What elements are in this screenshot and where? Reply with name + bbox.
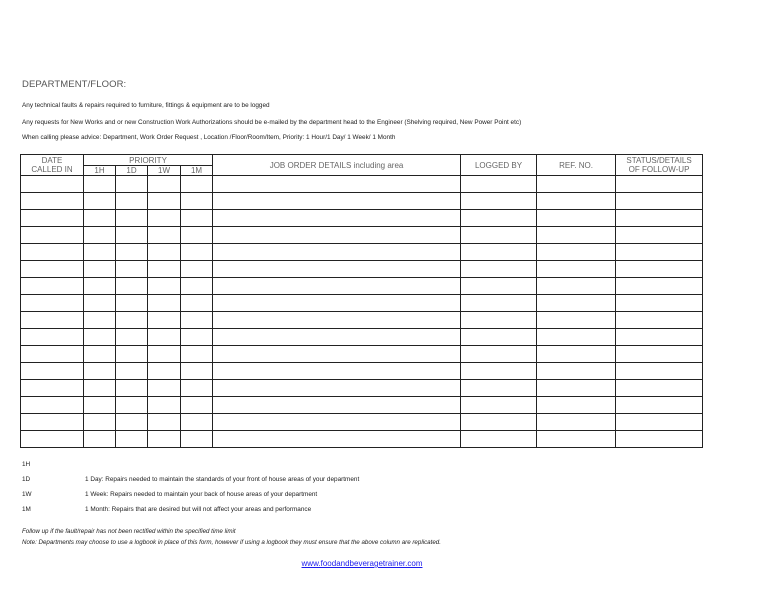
logged-by-cell[interactable]	[461, 380, 537, 397]
instruction-calling-advice: When calling please advice: Department, Work Order Request , Location /Floor/Room/Item, Priority: 1 Hour/1 Day/ 1 Week/ 1 Month	[22, 134, 396, 141]
priority-1d-cell[interactable]	[116, 414, 148, 431]
ref-no-cell[interactable]	[537, 176, 616, 193]
priority-1w-cell[interactable]	[148, 278, 181, 295]
priority-1d-cell[interactable]	[116, 346, 148, 363]
priority-1h-cell[interactable]	[84, 210, 116, 227]
table-row	[21, 176, 703, 193]
ref-no-cell[interactable]	[537, 397, 616, 414]
priority-1h-cell[interactable]	[84, 380, 116, 397]
priority-1d-header: 1D	[116, 166, 148, 176]
job-order-cell[interactable]	[213, 244, 461, 261]
priority-1h-header: 1H	[84, 166, 116, 176]
priority-1w-cell[interactable]	[148, 363, 181, 380]
table-row	[21, 193, 703, 210]
log-table-body	[21, 176, 703, 448]
priority-1h-cell[interactable]	[84, 397, 116, 414]
priority-1h-cell[interactable]	[84, 278, 116, 295]
date-cell[interactable]	[21, 295, 84, 312]
priority-1w-cell[interactable]	[148, 227, 181, 244]
priority-1w-cell[interactable]	[148, 193, 181, 210]
table-row	[21, 295, 703, 312]
date-cell[interactable]	[21, 414, 84, 431]
priority-1w-cell[interactable]	[148, 312, 181, 329]
status-cell[interactable]	[616, 312, 703, 329]
priority-1d-cell[interactable]	[116, 210, 148, 227]
ref-no-cell[interactable]	[537, 295, 616, 312]
logged-by-cell[interactable]	[461, 346, 537, 363]
priority-1m-cell[interactable]	[181, 244, 213, 261]
instruction-new-works: Any requests for New Works and or new Construction Work Authorizations should be e-mailed by the department head to the Engineer (Shelving required, New Power Point etc)	[22, 119, 522, 126]
priority-1d-cell[interactable]	[116, 278, 148, 295]
status-cell[interactable]	[616, 210, 703, 227]
priority-1m-cell[interactable]	[181, 329, 213, 346]
priority-1w-cell[interactable]	[148, 380, 181, 397]
status-cell[interactable]	[616, 261, 703, 278]
job-order-cell[interactable]	[213, 346, 461, 363]
ref-no-cell[interactable]	[537, 227, 616, 244]
status-header-line1: STATUS/DETAILS	[626, 156, 692, 165]
instruction-logging: Any technical faults & repairs required to furniture, fittings & equipment are to be logged	[22, 102, 270, 109]
table-row	[21, 380, 703, 397]
priority-1w-header: 1W	[148, 166, 181, 176]
priority-1h-cell[interactable]	[84, 346, 116, 363]
legend-code-1h: 1H	[22, 461, 31, 468]
ref-no-cell[interactable]	[537, 329, 616, 346]
priority-1d-cell[interactable]	[116, 312, 148, 329]
priority-1d-cell[interactable]	[116, 329, 148, 346]
priority-header: PRIORITY	[84, 155, 213, 166]
ref-no-cell[interactable]	[537, 414, 616, 431]
priority-1h-cell[interactable]	[84, 244, 116, 261]
status-cell[interactable]	[616, 295, 703, 312]
priority-1w-cell[interactable]	[148, 346, 181, 363]
ref-no-header: REF. NO.	[537, 155, 616, 176]
date-cell[interactable]	[21, 244, 84, 261]
department-floor-label: DEPARTMENT/FLOOR:	[22, 79, 127, 90]
status-cell[interactable]	[616, 346, 703, 363]
priority-1m-cell[interactable]	[181, 261, 213, 278]
priority-1h-cell[interactable]	[84, 312, 116, 329]
table-row	[21, 329, 703, 346]
website-link[interactable]: www.foodandbeveragetrainer.com	[301, 559, 423, 568]
status-cell[interactable]	[616, 193, 703, 210]
job-order-cell[interactable]	[213, 397, 461, 414]
job-order-cell[interactable]	[213, 278, 461, 295]
date-cell[interactable]	[21, 363, 84, 380]
logged-by-cell[interactable]	[461, 227, 537, 244]
ref-no-cell[interactable]	[537, 210, 616, 227]
priority-1d-cell[interactable]	[116, 295, 148, 312]
table-row	[21, 312, 703, 329]
priority-1m-cell[interactable]	[181, 312, 213, 329]
priority-1h-cell[interactable]	[84, 431, 116, 448]
table-row	[21, 210, 703, 227]
priority-1m-cell[interactable]	[181, 227, 213, 244]
date-header-line2: CALLED IN	[31, 165, 73, 174]
logged-by-cell[interactable]	[461, 193, 537, 210]
priority-1h-cell[interactable]	[84, 193, 116, 210]
logged-by-cell[interactable]	[461, 295, 537, 312]
job-order-cell[interactable]	[213, 380, 461, 397]
job-order-cell[interactable]	[213, 329, 461, 346]
ref-no-cell[interactable]	[537, 261, 616, 278]
priority-1h-cell[interactable]	[84, 295, 116, 312]
priority-1d-cell[interactable]	[116, 244, 148, 261]
table-row	[21, 414, 703, 431]
priority-1w-cell[interactable]	[148, 414, 181, 431]
status-header-line2: OF FOLLOW-UP	[628, 165, 690, 174]
status-cell[interactable]	[616, 397, 703, 414]
ref-no-cell[interactable]	[537, 278, 616, 295]
priority-1w-cell[interactable]	[148, 295, 181, 312]
logged-by-cell[interactable]	[461, 363, 537, 380]
priority-1d-cell[interactable]	[116, 363, 148, 380]
logged-by-cell[interactable]	[461, 431, 537, 448]
table-row	[21, 227, 703, 244]
job-order-cell[interactable]	[213, 414, 461, 431]
priority-1w-cell[interactable]	[148, 244, 181, 261]
ref-no-cell[interactable]	[537, 431, 616, 448]
priority-1h-cell[interactable]	[84, 329, 116, 346]
ref-no-cell[interactable]	[537, 363, 616, 380]
logged-by-cell[interactable]	[461, 397, 537, 414]
logged-by-cell[interactable]	[461, 329, 537, 346]
status-cell[interactable]	[616, 380, 703, 397]
priority-1d-cell[interactable]	[116, 193, 148, 210]
priority-1d-cell[interactable]	[116, 261, 148, 278]
ref-no-cell[interactable]	[537, 380, 616, 397]
table-row	[21, 397, 703, 414]
legend-code-1m: 1M	[22, 506, 31, 513]
job-order-cell[interactable]	[213, 227, 461, 244]
priority-1m-cell[interactable]	[181, 414, 213, 431]
priority-1w-cell[interactable]	[148, 176, 181, 193]
priority-1h-cell[interactable]	[84, 363, 116, 380]
ref-no-cell[interactable]	[537, 346, 616, 363]
priority-1w-cell[interactable]	[148, 261, 181, 278]
priority-1h-cell[interactable]	[84, 261, 116, 278]
priority-1m-cell[interactable]	[181, 176, 213, 193]
priority-1m-cell[interactable]	[181, 278, 213, 295]
date-cell[interactable]	[21, 380, 84, 397]
job-order-cell[interactable]	[213, 295, 461, 312]
priority-1m-cell[interactable]	[181, 431, 213, 448]
ref-no-cell[interactable]	[537, 244, 616, 261]
date-header-line1: DATE	[41, 156, 63, 165]
priority-1m-cell[interactable]	[181, 193, 213, 210]
priority-1w-cell[interactable]	[148, 329, 181, 346]
priority-1d-cell[interactable]	[116, 227, 148, 244]
date-cell[interactable]	[21, 397, 84, 414]
logged-by-cell[interactable]	[461, 210, 537, 227]
table-row	[21, 431, 703, 448]
job-order-cell[interactable]	[213, 261, 461, 278]
date-cell[interactable]	[21, 261, 84, 278]
date-cell[interactable]	[21, 312, 84, 329]
legend-code-1d: 1D	[22, 476, 31, 483]
logged-by-cell[interactable]	[461, 176, 537, 193]
priority-1m-header: 1M	[181, 166, 213, 176]
priority-1d-cell[interactable]	[116, 380, 148, 397]
date-called-in-header	[21, 155, 84, 176]
table-row	[21, 363, 703, 380]
status-cell[interactable]	[616, 278, 703, 295]
logged-by-header: LOGGED BY	[461, 155, 537, 176]
status-cell[interactable]	[616, 176, 703, 193]
job-order-cell[interactable]	[213, 363, 461, 380]
table-row	[21, 261, 703, 278]
status-cell[interactable]	[616, 431, 703, 448]
priority-1h-cell[interactable]	[84, 227, 116, 244]
logged-by-cell[interactable]	[461, 312, 537, 329]
priority-1h-cell[interactable]	[84, 176, 116, 193]
priority-1m-cell[interactable]	[181, 210, 213, 227]
ref-no-cell[interactable]	[537, 193, 616, 210]
legend-desc-1w: 1 Week: Repairs needed to maintain your back of house areas of your department	[85, 491, 318, 498]
logged-by-cell[interactable]	[461, 414, 537, 431]
logbook-note: Note: Departments may choose to use a logbook in place of this form, however if using a logbook they must ensure that the above column are replicated.	[22, 539, 441, 546]
legend-desc-1d: 1 Day: Repairs needed to maintain the standards of your front of house areas of your department	[85, 476, 360, 483]
status-cell[interactable]	[616, 244, 703, 261]
status-cell[interactable]	[616, 363, 703, 380]
date-cell[interactable]	[21, 278, 84, 295]
priority-1w-cell[interactable]	[148, 397, 181, 414]
priority-1m-cell[interactable]	[181, 380, 213, 397]
date-cell[interactable]	[21, 176, 84, 193]
logged-by-cell[interactable]	[461, 261, 537, 278]
priority-1m-cell[interactable]	[181, 363, 213, 380]
follow-up-note: Follow up if the fault/repair has not been rectified within the specified time limit	[22, 528, 236, 535]
legend-code-1w: 1W	[22, 491, 32, 498]
priority-1d-cell[interactable]	[116, 397, 148, 414]
priority-1w-cell[interactable]	[148, 210, 181, 227]
job-order-cell[interactable]	[213, 431, 461, 448]
priority-1d-cell[interactable]	[116, 176, 148, 193]
job-order-cell[interactable]	[213, 312, 461, 329]
priority-1m-cell[interactable]	[181, 397, 213, 414]
legend-desc-1m: 1 Month: Repairs that are desired but will not affect your areas and performance	[85, 506, 312, 513]
date-cell[interactable]	[21, 346, 84, 363]
job-order-cell[interactable]	[213, 210, 461, 227]
status-details-header	[616, 155, 703, 176]
status-cell[interactable]	[616, 227, 703, 244]
job-order-cell[interactable]	[213, 176, 461, 193]
date-cell[interactable]	[21, 329, 84, 346]
priority-1m-cell[interactable]	[181, 295, 213, 312]
logged-by-cell[interactable]	[461, 244, 537, 261]
date-cell[interactable]	[21, 210, 84, 227]
date-cell[interactable]	[21, 227, 84, 244]
priority-1d-cell[interactable]	[116, 431, 148, 448]
table-row	[21, 346, 703, 363]
ref-no-cell[interactable]	[537, 312, 616, 329]
priority-1w-cell[interactable]	[148, 431, 181, 448]
table-row	[21, 278, 703, 295]
job-order-log-table	[20, 154, 703, 448]
logged-by-cell[interactable]	[461, 278, 537, 295]
date-cell[interactable]	[21, 193, 84, 210]
table-row	[21, 244, 703, 261]
status-cell[interactable]	[616, 414, 703, 431]
priority-1h-cell[interactable]	[84, 414, 116, 431]
priority-1m-cell[interactable]	[181, 346, 213, 363]
job-order-details-header: JOB ORDER DETAILS including area	[213, 155, 461, 176]
status-cell[interactable]	[616, 329, 703, 346]
job-order-cell[interactable]	[213, 193, 461, 210]
date-cell[interactable]	[21, 431, 84, 448]
